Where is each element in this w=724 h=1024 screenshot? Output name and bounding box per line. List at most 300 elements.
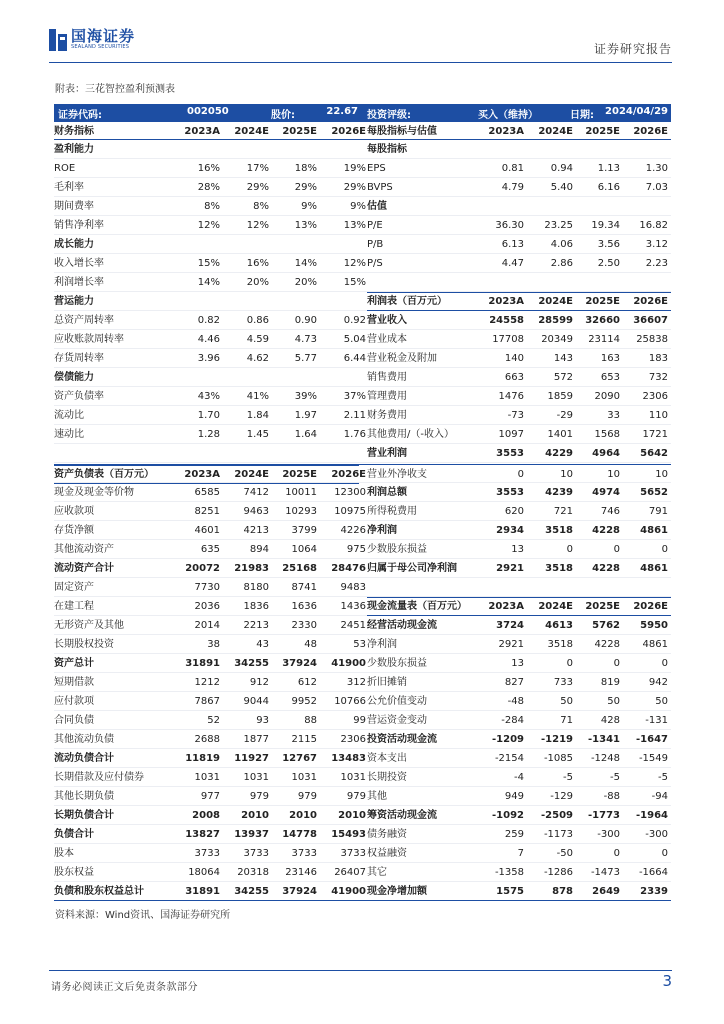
row-label: 负债合计 xyxy=(54,829,94,840)
row-value: 25838 xyxy=(636,334,668,345)
row-value: 3733 xyxy=(243,848,269,859)
table-row xyxy=(54,559,671,578)
row-value: 14% xyxy=(294,258,317,269)
row-value: 25168 xyxy=(282,563,317,574)
row-value: 140 xyxy=(504,353,524,364)
row-value: 10293 xyxy=(285,506,317,517)
row-value: 2115 xyxy=(291,734,317,745)
row-label: 收入增长率 xyxy=(54,258,104,269)
row-value: 620 xyxy=(504,506,524,517)
row-value: 1064 xyxy=(291,544,317,555)
row-value: 2024E xyxy=(538,126,573,137)
row-value: 4613 xyxy=(545,620,573,631)
row-value: 88 xyxy=(304,715,317,726)
logo-name: 国海证券 xyxy=(71,27,136,45)
row-value: 2934 xyxy=(496,525,524,536)
row-value: 1401 xyxy=(547,429,573,440)
table-row xyxy=(54,882,671,901)
row-value: 29% xyxy=(294,182,317,193)
row-value: 4861 xyxy=(640,525,668,536)
row-value: 37924 xyxy=(282,658,317,669)
row-value: 2025E xyxy=(282,469,317,480)
row-value: 4861 xyxy=(640,563,668,574)
table-row xyxy=(54,692,671,711)
table-row xyxy=(54,806,671,825)
row-value: 21983 xyxy=(234,563,269,574)
row-label: 权益融资 xyxy=(367,848,407,859)
row-value: -1964 xyxy=(636,810,668,821)
row-label: 资产负债率 xyxy=(54,391,104,402)
row-value: 26407 xyxy=(334,867,366,878)
row-label: 应收账款周转率 xyxy=(54,334,124,345)
row-value: 2010 xyxy=(338,810,366,821)
right-cell-group xyxy=(54,578,671,597)
row-value: 4239 xyxy=(545,487,573,498)
row-label: P/E xyxy=(367,220,383,231)
row-value: 34255 xyxy=(234,886,269,897)
table-row xyxy=(54,216,671,235)
row-value: 1575 xyxy=(496,886,524,897)
row-label: 营业利润 xyxy=(367,448,407,459)
row-value: -1358 xyxy=(494,867,524,878)
table-caption: 附表：三花智控盈利预测表 xyxy=(55,84,175,95)
row-value: 9952 xyxy=(291,696,317,707)
table-row xyxy=(54,464,671,483)
right-cell-group xyxy=(54,311,671,330)
price-label: 股价: xyxy=(271,110,295,121)
row-value: 13% xyxy=(343,220,366,231)
table-row xyxy=(54,711,671,730)
table-row xyxy=(54,235,671,254)
row-value: 13% xyxy=(294,220,317,231)
row-value: 2213 xyxy=(243,620,269,631)
row-value: 977 xyxy=(200,791,220,802)
row-value: 1.13 xyxy=(597,163,620,174)
row-value: 0 xyxy=(566,658,573,669)
row-value: 8% xyxy=(204,201,220,212)
row-label: 期间费率 xyxy=(54,201,94,212)
row-value: 7 xyxy=(517,848,524,859)
row-value: 4228 xyxy=(594,639,620,650)
right-cell-group xyxy=(54,540,671,559)
table-row xyxy=(54,254,671,273)
row-label: 长期股权投资 xyxy=(54,639,114,650)
row-value: 7412 xyxy=(243,487,269,498)
row-label: 利润增长率 xyxy=(54,277,104,288)
row-value: 3518 xyxy=(547,639,573,650)
row-value: -1085 xyxy=(543,753,573,764)
row-label: 毛利率 xyxy=(54,182,84,193)
row-value: 3799 xyxy=(291,525,317,536)
row-value: 36607 xyxy=(633,315,668,326)
row-value: 31891 xyxy=(185,886,220,897)
row-value: 0 xyxy=(661,658,668,669)
row-value: 1.64 xyxy=(294,429,317,440)
row-value: 48 xyxy=(304,639,317,650)
row-value: -1173 xyxy=(543,829,573,840)
row-value: 4.62 xyxy=(246,353,269,364)
row-value: 572 xyxy=(553,372,573,383)
row-value: 10 xyxy=(560,469,573,480)
right-cell-group xyxy=(54,673,671,692)
row-value: 2024E xyxy=(234,469,269,480)
row-value: 0.86 xyxy=(246,315,269,326)
row-value: 8180 xyxy=(243,582,269,593)
row-value: 7867 xyxy=(194,696,220,707)
row-value: 41900 xyxy=(331,886,366,897)
row-label: 营业税金及附加 xyxy=(367,353,437,364)
row-value: 2024E xyxy=(234,126,269,137)
row-value: 41900 xyxy=(331,658,366,669)
row-value: -1664 xyxy=(638,867,668,878)
row-label: 应付款项 xyxy=(54,696,94,707)
row-value: 5652 xyxy=(640,487,668,498)
document-type: 证券研究报告 xyxy=(593,42,672,56)
row-value: 1031 xyxy=(291,772,317,783)
row-value: 5.77 xyxy=(294,353,317,364)
table-row xyxy=(54,425,671,444)
row-value: 2010 xyxy=(241,810,269,821)
row-value: 31891 xyxy=(185,658,220,669)
row-value: 3733 xyxy=(291,848,317,859)
row-value: 7730 xyxy=(194,582,220,593)
row-value: -1248 xyxy=(590,753,620,764)
row-label: 折旧摊销 xyxy=(367,677,407,688)
row-value: -1286 xyxy=(543,867,573,878)
row-value: 4861 xyxy=(642,639,668,650)
right-cell-group xyxy=(54,711,671,730)
row-value: 143 xyxy=(553,353,573,364)
row-value: -1647 xyxy=(636,734,668,745)
row-value: 38 xyxy=(207,639,220,650)
row-value: 99 xyxy=(353,715,366,726)
row-value: -29 xyxy=(556,410,573,421)
right-cell-group xyxy=(54,197,671,216)
row-value: 2026E xyxy=(633,126,668,137)
right-cell-group xyxy=(54,216,671,235)
row-value: 0.90 xyxy=(294,315,317,326)
row-label: ROE xyxy=(54,163,76,174)
row-value: 1097 xyxy=(498,429,524,440)
row-value: 0.81 xyxy=(501,163,524,174)
date-label: 日期: xyxy=(570,110,594,121)
row-value: 4213 xyxy=(243,525,269,536)
row-value: 10 xyxy=(607,469,620,480)
right-cell-group xyxy=(54,122,671,141)
table-row xyxy=(54,387,671,406)
row-value: 37% xyxy=(343,391,366,402)
row-label: 其他流动资产 xyxy=(54,544,114,555)
row-label: 财务指标 xyxy=(54,126,94,137)
row-label: 债务融资 xyxy=(367,829,407,840)
right-cell-group xyxy=(54,235,671,254)
right-cell-group xyxy=(54,444,671,463)
right-cell-group xyxy=(54,159,671,178)
logo-english: SEALAND SECURITIES xyxy=(71,44,130,50)
row-value: 975 xyxy=(346,544,366,555)
row-label: 利润表（百万元） xyxy=(367,296,447,307)
row-value: 1.97 xyxy=(294,410,317,421)
row-value: 2090 xyxy=(594,391,620,402)
row-label: 无形资产及其他 xyxy=(54,620,124,631)
row-value: 2306 xyxy=(340,734,366,745)
row-label: 销售净利率 xyxy=(54,220,104,231)
stock-info-bar xyxy=(54,104,671,121)
table-row xyxy=(54,768,671,787)
row-label: P/B xyxy=(367,239,384,250)
row-value: 18% xyxy=(294,163,317,174)
row-value: 1031 xyxy=(194,772,220,783)
right-cell-group xyxy=(54,140,671,159)
row-value: -50 xyxy=(556,848,573,859)
row-value: 1859 xyxy=(547,391,573,402)
row-value: 8251 xyxy=(194,506,220,517)
row-value: 20072 xyxy=(185,563,220,574)
row-value: -5 xyxy=(658,772,668,783)
row-value: 4.73 xyxy=(294,334,317,345)
table-row xyxy=(54,121,671,140)
row-value: 2014 xyxy=(194,620,220,631)
row-value: 428 xyxy=(600,715,620,726)
row-value: 28% xyxy=(197,182,220,193)
row-value: 0.94 xyxy=(550,163,573,174)
row-label: 财务费用 xyxy=(367,410,407,421)
row-value: 19.34 xyxy=(591,220,620,231)
row-value: 0 xyxy=(613,544,620,555)
row-label: 估值 xyxy=(367,201,387,212)
row-value: 2921 xyxy=(498,639,524,650)
row-label: 其它 xyxy=(367,867,387,878)
row-value: 13483 xyxy=(331,753,366,764)
row-value: 3.96 xyxy=(197,353,220,364)
row-value: 29% xyxy=(246,182,269,193)
right-cell-group xyxy=(54,692,671,711)
table-row xyxy=(54,616,671,635)
disclaimer: 请务必阅读正文后免责条款部分 xyxy=(51,982,198,993)
right-cell-group xyxy=(54,635,671,654)
right-cell-group xyxy=(54,730,671,749)
row-value: 28476 xyxy=(331,563,366,574)
row-value: 1.28 xyxy=(197,429,220,440)
row-value: 19% xyxy=(343,163,366,174)
row-label: 净利润 xyxy=(367,639,397,650)
row-value: 0.82 xyxy=(197,315,220,326)
row-value: 1476 xyxy=(498,391,524,402)
row-label: 其他长期负债 xyxy=(54,791,114,802)
row-value: 1436 xyxy=(340,601,366,612)
row-value: 15% xyxy=(197,258,220,269)
row-value: 3.56 xyxy=(597,239,620,250)
row-value: 71 xyxy=(560,715,573,726)
row-value: 4229 xyxy=(545,448,573,459)
right-cell-group xyxy=(54,559,671,578)
row-value: 5.04 xyxy=(343,334,366,345)
row-value: -48 xyxy=(507,696,524,707)
table-row xyxy=(54,368,671,387)
row-label: 股东权益 xyxy=(54,867,94,878)
table-row xyxy=(54,749,671,768)
row-value: 733 xyxy=(553,677,573,688)
row-value: 3733 xyxy=(340,848,366,859)
row-value: 2451 xyxy=(340,620,366,631)
row-value: -2154 xyxy=(494,753,524,764)
row-value: 2026E xyxy=(633,296,668,307)
row-label: 固定资产 xyxy=(54,582,94,593)
row-value: 1212 xyxy=(194,677,220,688)
row-value: 2921 xyxy=(496,563,524,574)
row-value: -1209 xyxy=(492,734,524,745)
rating-label: 投资评级: xyxy=(367,110,411,121)
table-row xyxy=(54,578,671,597)
row-label: 存货周转率 xyxy=(54,353,104,364)
row-value: 23146 xyxy=(285,867,317,878)
table-row xyxy=(54,349,671,368)
row-value: 9463 xyxy=(243,506,269,517)
row-value: 2023A xyxy=(184,126,220,137)
row-label: 股本 xyxy=(54,848,74,859)
table-row xyxy=(54,730,671,749)
row-value: 4.46 xyxy=(197,334,220,345)
row-value: 2023A xyxy=(184,469,220,480)
row-label: 存货净额 xyxy=(54,525,94,536)
row-value: 7.03 xyxy=(645,182,668,193)
row-value: 23114 xyxy=(588,334,620,345)
row-value: 3.12 xyxy=(645,239,668,250)
table-row xyxy=(54,844,671,863)
row-label: 营运资金变动 xyxy=(367,715,427,726)
row-value: 721 xyxy=(553,506,573,517)
row-value: 5.40 xyxy=(550,182,573,193)
row-value: 979 xyxy=(249,791,269,802)
row-value: 4601 xyxy=(194,525,220,536)
row-value: 819 xyxy=(600,677,620,688)
row-value: 1.30 xyxy=(645,163,668,174)
right-cell-group xyxy=(54,406,671,425)
table-row xyxy=(54,330,671,349)
table-row xyxy=(54,483,671,502)
row-value: 16% xyxy=(246,258,269,269)
row-value: 9483 xyxy=(340,582,366,593)
row-label: 营业成本 xyxy=(367,334,407,345)
row-value: 0 xyxy=(661,544,668,555)
row-value: 2008 xyxy=(192,810,220,821)
table-row xyxy=(54,140,671,159)
row-label: 投资活动现金流 xyxy=(367,734,437,745)
row-value: 33 xyxy=(607,410,620,421)
row-value: 653 xyxy=(600,372,620,383)
row-value: 2024E xyxy=(538,601,573,612)
row-label: 利润总额 xyxy=(367,487,407,498)
row-value: 2330 xyxy=(291,620,317,631)
row-value: 0 xyxy=(613,658,620,669)
row-value: 14% xyxy=(197,277,220,288)
row-label: 长期投资 xyxy=(367,772,407,783)
row-value: 13937 xyxy=(234,829,269,840)
row-label: 经营活动现金流 xyxy=(367,620,437,631)
right-cell-group xyxy=(54,749,671,768)
row-label: 归属于母公司净利润 xyxy=(367,563,457,574)
table-row xyxy=(54,444,671,463)
right-cell-group xyxy=(54,616,671,635)
row-value: 29% xyxy=(343,182,366,193)
right-cell-group xyxy=(54,483,671,502)
row-label: 公允价值变动 xyxy=(367,696,427,707)
right-cell-group xyxy=(54,387,671,406)
row-value: 20% xyxy=(294,277,317,288)
row-label: 长期借款及应付债券 xyxy=(54,772,144,783)
row-value: 0 xyxy=(661,848,668,859)
right-cell-group xyxy=(54,425,671,444)
right-cell-group xyxy=(54,273,671,292)
row-value: 6.44 xyxy=(343,353,366,364)
right-cell-group xyxy=(54,787,671,806)
row-value: -4 xyxy=(514,772,524,783)
row-value: 1636 xyxy=(291,601,317,612)
row-value: 979 xyxy=(297,791,317,802)
row-value: 52 xyxy=(207,715,220,726)
row-label: 速动比 xyxy=(54,429,84,440)
row-value: 2649 xyxy=(592,886,620,897)
footer-divider xyxy=(49,970,672,971)
row-value: 0.92 xyxy=(343,315,366,326)
row-value: 2306 xyxy=(642,391,668,402)
row-value: 13827 xyxy=(185,829,220,840)
row-value: 10766 xyxy=(334,696,366,707)
table-row xyxy=(54,597,671,616)
row-value: -5 xyxy=(563,772,573,783)
table-row xyxy=(54,406,671,425)
row-label: 盈利能力 xyxy=(54,144,94,155)
row-value: 6.16 xyxy=(597,182,620,193)
row-value: 16% xyxy=(197,163,220,174)
row-value: 3518 xyxy=(545,563,573,574)
row-value: 20349 xyxy=(541,334,573,345)
forecast-table-upper xyxy=(54,121,671,463)
row-value: 2025E xyxy=(585,126,620,137)
row-value: -88 xyxy=(603,791,620,802)
row-label: BVPS xyxy=(367,182,393,193)
row-label: 合同负债 xyxy=(54,715,94,726)
row-value: 2688 xyxy=(194,734,220,745)
row-value: 3553 xyxy=(496,487,524,498)
table-row xyxy=(54,292,671,311)
row-value: 942 xyxy=(648,677,668,688)
row-label: 资产总计 xyxy=(54,658,94,669)
row-value: 2024E xyxy=(538,296,573,307)
row-label: 现金净增加额 xyxy=(367,886,427,897)
row-value: -1473 xyxy=(590,867,620,878)
row-value: 6.13 xyxy=(501,239,524,250)
row-value: 4226 xyxy=(340,525,366,536)
row-value: 2023A xyxy=(488,601,524,612)
row-value: 24558 xyxy=(489,315,524,326)
row-label: 应收款项 xyxy=(54,506,94,517)
row-value: 612 xyxy=(297,677,317,688)
row-value: 1.76 xyxy=(343,429,366,440)
row-value: 1.45 xyxy=(246,429,269,440)
row-value: 2036 xyxy=(194,601,220,612)
row-value: 0 xyxy=(613,848,620,859)
row-value: 50 xyxy=(655,696,668,707)
row-value: 50 xyxy=(607,696,620,707)
row-value: 4228 xyxy=(592,563,620,574)
row-value: 28599 xyxy=(538,315,573,326)
right-cell-group xyxy=(54,465,671,484)
row-value: 183 xyxy=(648,353,668,364)
row-value: 1031 xyxy=(243,772,269,783)
row-value: 912 xyxy=(249,677,269,688)
row-value: -1549 xyxy=(638,753,668,764)
